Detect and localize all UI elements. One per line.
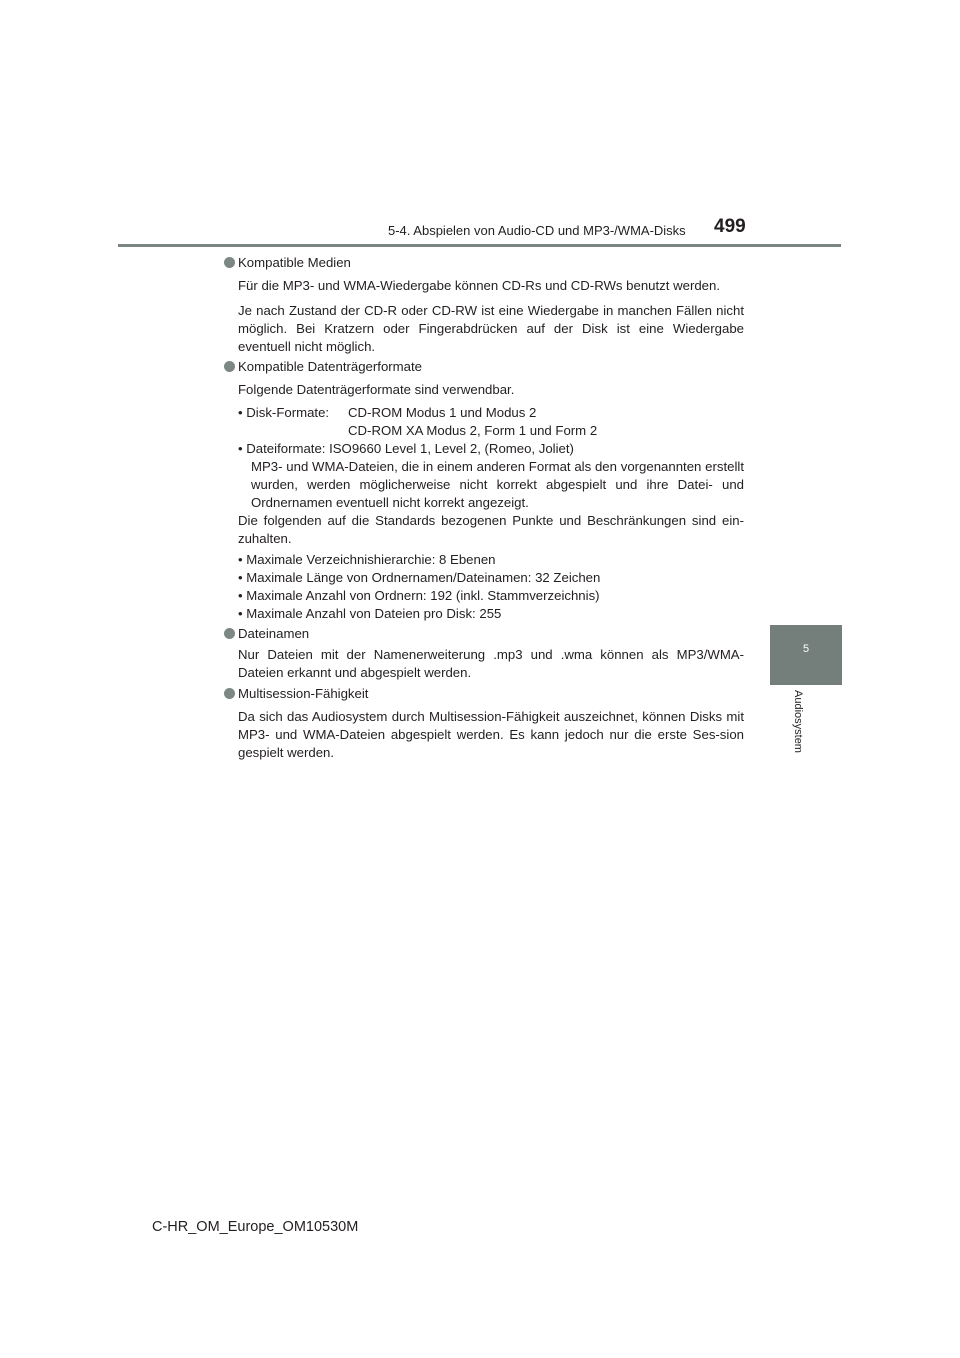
section-bullet-icon [224,361,235,372]
section-bullet-icon [224,628,235,639]
section-title-multisession: Multisession-Fähigkeit [238,686,369,701]
chapter-label: Audiosystem [792,690,804,753]
list-item: • Maximale Anzahl von Dateien pro Disk: 255 [238,606,502,621]
disk-formats-value-1: CD-ROM Modus 1 und Modus 2 [348,405,537,420]
paragraph-media-1: Für die MP3- und WMA-Wiedergabe können CD-Rs und CD-RWs benutzt werden. [238,278,721,293]
footer-document-id: C-HR_OM_Europe_OM10530M [152,1219,359,1235]
section-title-filenames: Dateinamen [238,626,310,641]
list-item: • Maximale Länge von Ordnernamen/Dateinamen: 32 Zeichen [238,570,601,585]
chapter-number: 5 [802,643,810,655]
page-number: 499 [714,216,746,237]
section-title-media: Kompatible Medien [238,255,351,270]
paragraph-media-2: Je nach Zustand der CD-R oder CD-RW ist eine Wiedergabe in manchen Fällen nicht möglich. Bei Kratzern oder Fingerabdrücken auf der Disk ist eine Wiedergabe eventuell nicht möglich. [238,303,744,354]
disk-formats-label: • Disk-Formate: [238,405,330,420]
section-title-formats: Kompatible Datenträgerformate [238,359,422,374]
file-formats-line: • Dateiformate: ISO9660 Level 1, Level 2, (Romeo, Joliet) [238,441,574,456]
section-bullet-icon [224,257,235,268]
paragraph-filenames: Nur Dateien mit der Namenerweiterung .mp3 und .wma können als MP3/WMA-Dateien erkannt und abgespielt werden. [238,647,744,680]
file-formats-note: MP3- und WMA-Dateien, die in einem anderen Format als den vorgenannten erstellt wurden, werden möglicherweise nicht korrekt abgespielt und ihre Datei- und Ordnernamen eventuell nicht korrekt angezeigt. [251,459,744,510]
header-section-title: 5-4. Abspielen von Audio-CD und MP3-/WMA-Disks [388,223,686,238]
list-item: • Maximale Verzeichnishierarchie: 8 Ebenen [238,552,496,567]
paragraph-multisession: Da sich das Audiosystem durch Multisession-Fähigkeit auszeichnet, können Disks mit MP3- und WMA-Dateien abgespielt werden. Es kann jedoch nur die erste Ses-sion gespielt werden. [238,709,744,760]
section-bullet-icon [224,688,235,699]
standards-paragraph: Die folgenden auf die Standards bezogenen Punkte und Beschränkungen sind ein-zuhalten. [238,513,744,546]
formats-intro: Folgende Datenträgerformate sind verwendbar. [238,382,515,397]
disk-formats-value-2: CD-ROM XA Modus 2, Form 1 und Form 2 [348,423,598,438]
list-item: • Maximale Anzahl von Ordnern: 192 (inkl. Stammverzeichnis) [238,588,600,603]
